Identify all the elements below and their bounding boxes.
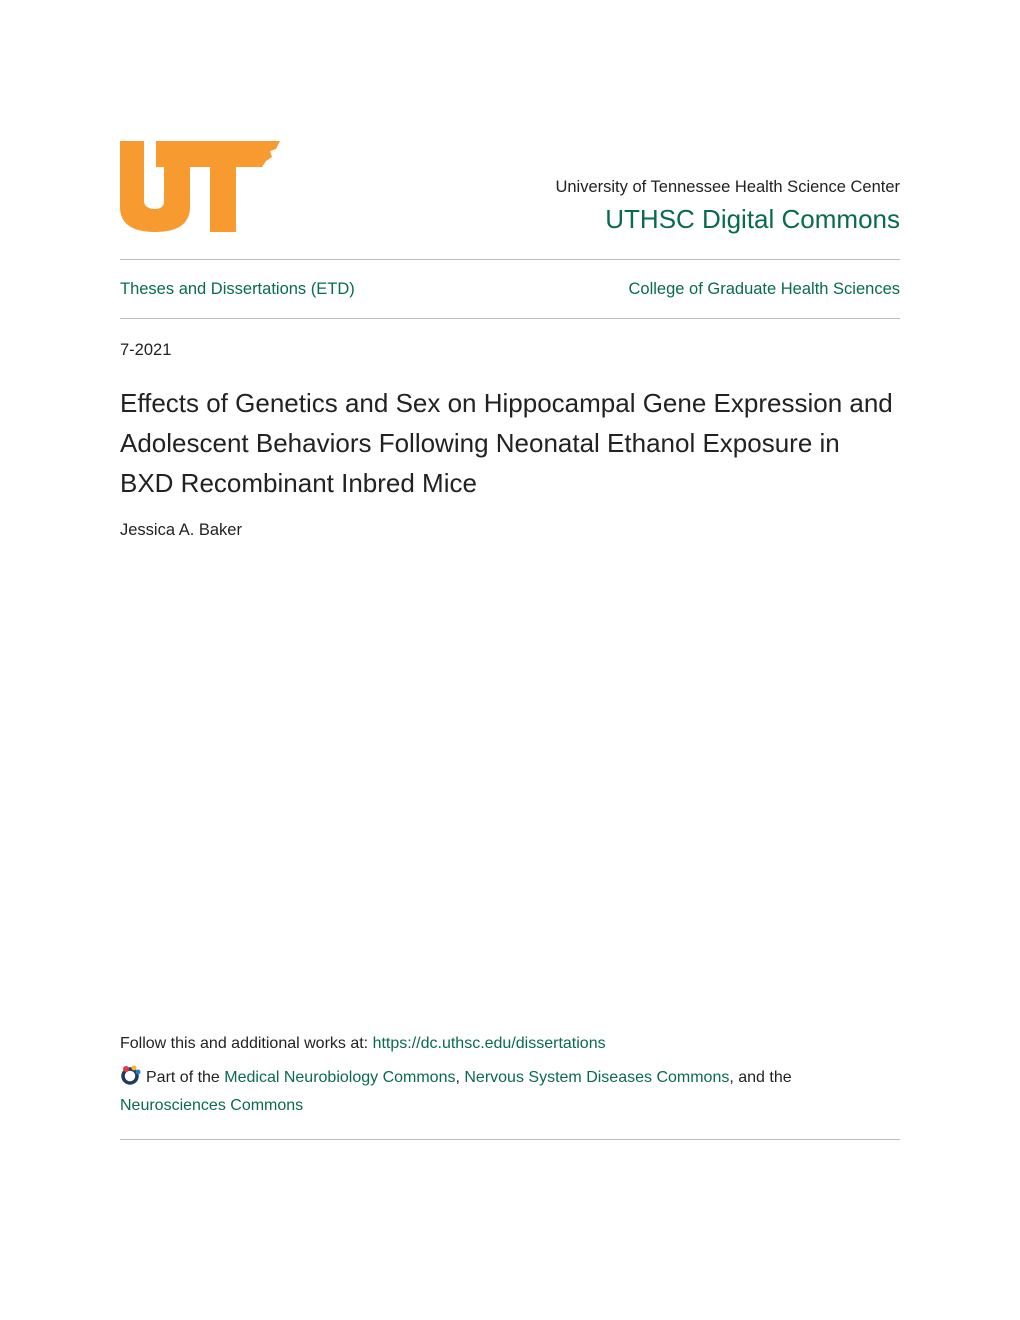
document-title: Effects of Genetics and Sex on Hippocampal Gene Expression and Adolescent Behaviors Following Neonatal Ethanol Exposure in BXD Recombinant Inbred Mice: [120, 388, 893, 498]
publication-date: 7-2021: [120, 341, 172, 359]
dissertations-link[interactable]: https://dc.uthsc.edu/dissertations: [372, 1035, 606, 1052]
collection-link-college[interactable]: College of Graduate Health Sciences: [628, 280, 900, 298]
commons-link-nervous-system-diseases[interactable]: Nervous System Diseases Commons: [464, 1069, 730, 1086]
divider-top: [120, 259, 900, 260]
author-name: Jessica A. Baker: [120, 521, 242, 539]
divider-bottom: [120, 1139, 900, 1140]
part-of-block: [120, 1064, 900, 1120]
follow-prefix: Follow this and additional works at:: [120, 1035, 373, 1052]
separator: ,: [455, 1069, 465, 1086]
commons-link-medical-neurobiology[interactable]: Medical Neurobiology Commons: [224, 1069, 456, 1086]
part-of-prefix: Part of the: [146, 1069, 225, 1086]
follow-line: [120, 1035, 606, 1053]
ut-logo: [120, 141, 280, 232]
institution-block: [555, 176, 900, 235]
repository-link[interactable]: UTHSC Digital Commons: [605, 204, 900, 234]
bepress-network-icon: [120, 1065, 142, 1085]
institution-name: University of Tennessee Health Science Center: [555, 178, 900, 196]
collection-link-theses[interactable]: Theses and Dissertations (ETD): [120, 280, 355, 298]
commons-link-neurosciences[interactable]: Neurosciences Commons: [120, 1097, 304, 1114]
and-the-text: , and the: [729, 1069, 792, 1086]
divider-middle: [120, 318, 900, 319]
